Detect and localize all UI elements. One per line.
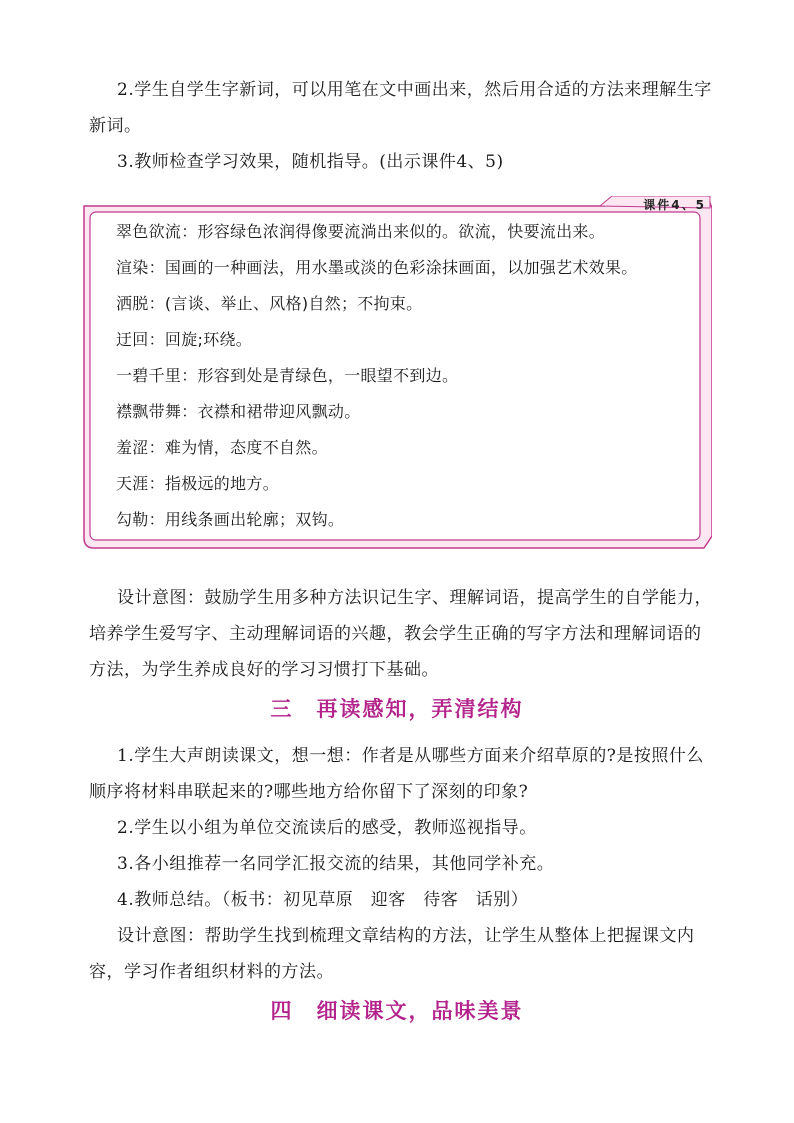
vocab-line: 勾勒：用线条画出轮廓；双钩。 bbox=[116, 510, 345, 529]
vocab-line: 天涯：指极远的地方。 bbox=[116, 474, 280, 493]
vocab-line: 迂回：回旋;环绕。 bbox=[116, 330, 253, 349]
vocab-line: 羞涩：难为情，态度不自然。 bbox=[116, 438, 328, 457]
section-3-heading: 三 再读感知，弄清结构 bbox=[270, 696, 524, 721]
design-intent-paragraph-2: 设计意图：帮助学生找到梳理文章结构的方法，让学生从整体上把握课文内容，学习作者组织材料的方法。 bbox=[89, 926, 695, 982]
vocab-line: 一碧千里：形容到处是青绿色，一眼望不到边。 bbox=[116, 366, 459, 385]
vocab-line: 翠色欲流：形容绿色浓润得像要流淌出来似的。欲流，快要流出来。 bbox=[116, 222, 606, 241]
vocab-line: 洒脱：(言谈、举止、风格)自然；不拘束。 bbox=[116, 294, 423, 313]
courseware-tag: 课件4、5 bbox=[643, 198, 706, 212]
paragraph-section3-step-3: 3.各小组推荐一名同学汇报交流的结果，其他同学补充。 bbox=[117, 854, 555, 874]
paragraph-section3-step-1: 1.学生大声朗读课文，想一想：作者是从哪些方面来介绍草原的?是按照什么顺序将材料串联起来的?哪些地方给你留下了深刻的印象? bbox=[89, 746, 704, 802]
section-4-heading: 四 细读课文，品味美景 bbox=[270, 998, 524, 1023]
design-intent-paragraph: 设计意图：鼓励学生用多种方法识记生字、理解词语，提高学生的自学能力，培养学生爱写字、主动理解词语的兴趣，教会学生正确的写字方法和理解词语的方法，为学生养成良好的学习习惯打下基础。 bbox=[89, 588, 712, 680]
courseware-box bbox=[80, 196, 712, 552]
paragraph-step-2: 2.学生自学生字新词，可以用笔在文中画出来，然后用合适的方法来理解生字新词。 bbox=[89, 80, 712, 136]
paragraph-section3-step-2: 2.学生以小组为单位交流读后的感受，教师巡视指导。 bbox=[117, 818, 537, 838]
paragraph-section3-step-4: 4.教师总结。（板书：初见草原 迎客 待客 话别） bbox=[117, 890, 529, 910]
paragraph-step-3: 3.教师检查学习效果，随机指导。(出示课件4、5) bbox=[117, 152, 504, 172]
vocab-line: 渲染：国画的一种画法，用水墨或淡的色彩涂抹画面，以加强艺术效果。 bbox=[116, 258, 638, 277]
vocab-line: 襟飘带舞：衣襟和裙带迎风飘动。 bbox=[116, 402, 361, 421]
courseware-lines bbox=[116, 214, 708, 538]
